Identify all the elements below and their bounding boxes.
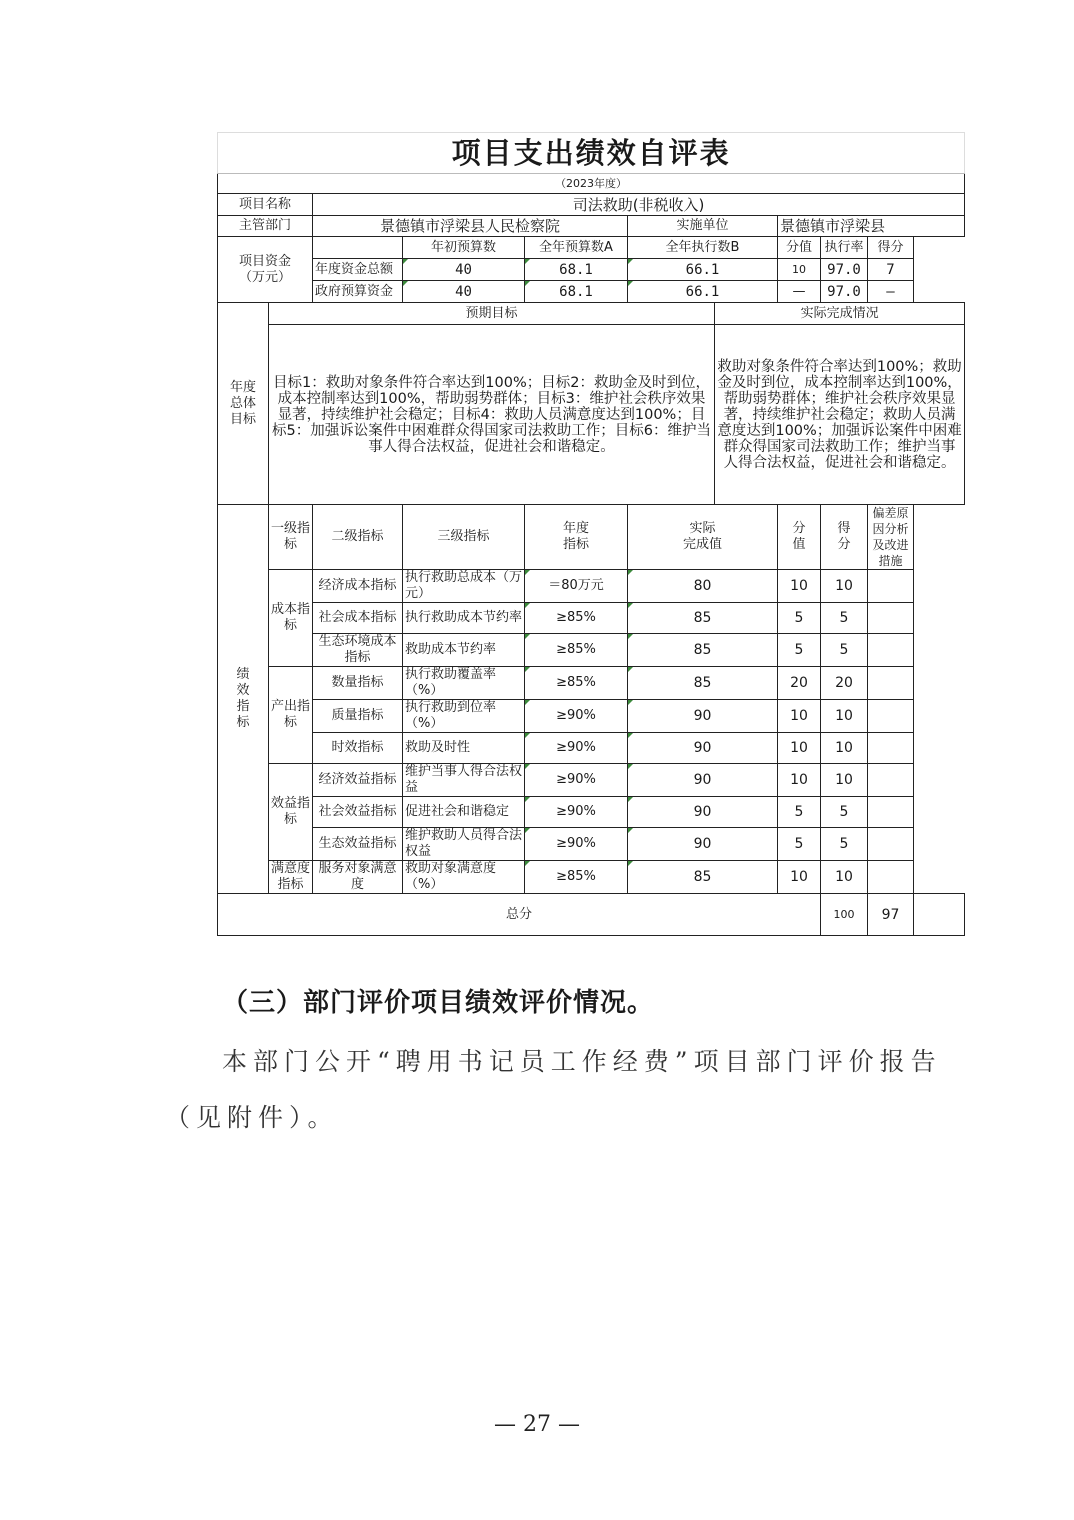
total-blank [914, 894, 965, 936]
perf-level1: 满意度指标 [269, 861, 313, 894]
perf-level2: 经济效益指标 [313, 764, 403, 797]
perf-level3: 执行救助覆盖率（%） [403, 667, 525, 700]
total-score: 97 [868, 894, 914, 936]
annual-goals-label: 年度 总体 目标 [218, 303, 269, 505]
perf-deviation [868, 828, 914, 861]
impl-value: 景德镇市浮梁县 [778, 216, 965, 237]
perf-target: ＝80万元 [525, 570, 628, 603]
perf-level2: 生态环境成本指标 [313, 634, 403, 667]
perf-value: 5 [778, 797, 821, 828]
expected-goals-header: 预期目标 [269, 303, 715, 325]
funds-label: 项目资金 （万元） [218, 237, 313, 303]
perf-target: ≥85% [525, 667, 628, 700]
table-row [218, 194, 965, 216]
perf-level2: 生态效益指标 [313, 828, 403, 861]
perf-target: ≥90% [525, 700, 628, 733]
funds-header-annual: 全年预算数A [525, 237, 628, 259]
funds-row-rate: 97.0 [821, 259, 868, 281]
project-name-label: 项目名称 [218, 194, 313, 216]
perf-deviation [868, 634, 914, 667]
funds-row-score-value: 10 [778, 259, 821, 281]
perf-score: 5 [821, 603, 868, 634]
table-row [218, 667, 965, 700]
performance-indicators-label: 绩 效 指 标 [218, 505, 269, 894]
actual-completion-text: 救助对象条件符合率达到100%；救助金及时到位，成本控制率达到100%，帮助弱势群体；维护社会秩序效果显著，持续维护社会稳定；救助人员满意度达到100%；加强诉讼案件中困难群众得国家司法救助工作；维护当事人得合法权益，促进社会和谐稳定。 [715, 325, 965, 505]
perf-value: 10 [778, 700, 821, 733]
perf-target: ≥90% [525, 733, 628, 764]
perf-value: 5 [778, 603, 821, 634]
perf-level3: 维护救助人员得合法权益 [403, 828, 525, 861]
table-row [218, 237, 965, 259]
perf-level3: 救助及时性 [403, 733, 525, 764]
table-year: （2023年度） [218, 174, 965, 194]
perf-deviation [868, 570, 914, 603]
actual-completion-header: 实际完成情况 [715, 303, 965, 325]
funds-row-score: 7 [868, 259, 914, 281]
perf-value: 10 [778, 733, 821, 764]
perf-actual: 80 [628, 570, 778, 603]
funds-row-executed: 66.1 [628, 259, 778, 281]
perf-level2: 经济成本指标 [313, 570, 403, 603]
table-title: 项目支出绩效自评表 [218, 133, 965, 174]
perf-score: 10 [821, 764, 868, 797]
table-row [218, 894, 965, 936]
table-row [218, 259, 965, 281]
table-row [218, 174, 965, 194]
perf-header-level2: 二级指标 [313, 505, 403, 570]
perf-value: 5 [778, 634, 821, 667]
perf-score: 10 [821, 733, 868, 764]
perf-actual: 90 [628, 700, 778, 733]
performance-table-container [217, 132, 964, 936]
table-row [218, 634, 965, 667]
perf-header-deviation: 偏差原因分析 及改进措施 [868, 505, 914, 570]
perf-level3: 执行救助到位率（%） [403, 700, 525, 733]
perf-actual: 85 [628, 861, 778, 894]
perf-deviation [868, 733, 914, 764]
perf-deviation [868, 667, 914, 700]
perf-deviation [868, 603, 914, 634]
perf-actual: 85 [628, 667, 778, 700]
funds-row-score-value: — [778, 281, 821, 303]
table-row [218, 133, 965, 174]
perf-value: 10 [778, 764, 821, 797]
table-row [218, 325, 965, 505]
funds-row-score: — [868, 281, 914, 303]
funds-row-annual: 68.1 [525, 259, 628, 281]
perf-score: 10 [821, 570, 868, 603]
perf-score: 10 [821, 700, 868, 733]
perf-level1: 产出指标 [269, 667, 313, 764]
perf-actual: 85 [628, 634, 778, 667]
perf-level3: 救助对象满意度（%） [403, 861, 525, 894]
table-row [218, 861, 965, 894]
table-row [218, 303, 965, 325]
perf-target: ≥90% [525, 764, 628, 797]
perf-target: ≥90% [525, 828, 628, 861]
perf-deviation [868, 861, 914, 894]
table-row [218, 764, 965, 797]
table-row [218, 797, 965, 828]
perf-level2: 服务对象满意度 [313, 861, 403, 894]
funds-header-value: 分值 [778, 237, 821, 259]
funds-header-rate: 执行率 [821, 237, 868, 259]
table-row [218, 281, 965, 303]
page-number: — 27 — [494, 1412, 580, 1437]
perf-level2: 质量指标 [313, 700, 403, 733]
perf-score: 10 [821, 861, 868, 894]
funds-row-rate: 97.0 [821, 281, 868, 303]
perf-level3: 促进社会和谐稳定 [403, 797, 525, 828]
perf-score: 5 [821, 828, 868, 861]
body-text-line-2: （见附件）。 [165, 1103, 339, 1132]
perf-actual: 85 [628, 603, 778, 634]
table-row [218, 733, 965, 764]
perf-actual: 90 [628, 764, 778, 797]
body-text-line-1: 本部门公开“聘用书记员工作经费”项目部门评价报告 [222, 1047, 942, 1076]
funds-header-initial: 年初预算数 [403, 237, 525, 259]
perf-level1: 效益指标 [269, 764, 313, 861]
dept-value: 景德镇市浮梁县人民检察院 [313, 216, 628, 237]
perf-level3: 执行救助成本节约率 [403, 603, 525, 634]
perf-score: 5 [821, 797, 868, 828]
perf-value: 10 [778, 570, 821, 603]
section-heading: （三）部门评价项目绩效评价情况。 [222, 988, 655, 1018]
perf-header-value: 分 值 [778, 505, 821, 570]
table-row [218, 828, 965, 861]
funds-row-annual: 68.1 [525, 281, 628, 303]
dept-label: 主管部门 [218, 216, 313, 237]
expected-goals-text: 目标1：救助对象条件符合率达到100%；目标2：救助金及时到位，成本控制率达到100%，帮助弱势群体；目标3：维护社会秩序效果显著，持续维护社会稳定；目标4：救助人员满意度达到100%；目标5：加强诉讼案件中困难群众得国家司法救助工作；目标6：维护当事人得合法权益，促进社会和谐稳定。 [269, 325, 715, 505]
perf-header-score: 得 分 [821, 505, 868, 570]
table-row [218, 700, 965, 733]
perf-actual: 90 [628, 797, 778, 828]
funds-row-initial: 40 [403, 281, 525, 303]
perf-header-target: 年度 指标 [525, 505, 628, 570]
perf-header-level1: 一级指标 [269, 505, 313, 570]
perf-target: ≥85% [525, 634, 628, 667]
perf-deviation [868, 797, 914, 828]
total-label: 总分 [218, 894, 821, 936]
perf-level3: 执行救助总成本（万元） [403, 570, 525, 603]
impl-label: 实施单位 [628, 216, 778, 237]
table-row [218, 603, 965, 634]
perf-actual: 90 [628, 733, 778, 764]
perf-deviation [868, 700, 914, 733]
perf-score: 20 [821, 667, 868, 700]
table-row [218, 570, 965, 603]
perf-value: 20 [778, 667, 821, 700]
project-name-value: 司法救助(非税收入) [313, 194, 965, 216]
table-row [218, 216, 965, 237]
perf-target: ≥85% [525, 603, 628, 634]
perf-value: 10 [778, 861, 821, 894]
funds-row-label: 政府预算资金 [313, 281, 403, 303]
perf-level2: 数量指标 [313, 667, 403, 700]
funds-row-executed: 66.1 [628, 281, 778, 303]
perf-level2: 社会效益指标 [313, 797, 403, 828]
funds-row-label: 年度资金总额 [313, 259, 403, 281]
funds-header-score: 得分 [868, 237, 914, 259]
total-value: 100 [821, 894, 868, 936]
perf-actual: 90 [628, 828, 778, 861]
perf-header-level3: 三级指标 [403, 505, 525, 570]
funds-row-initial: 40 [403, 259, 525, 281]
perf-deviation [868, 764, 914, 797]
perf-header-actual: 实际 完成值 [628, 505, 778, 570]
funds-header-executed: 全年执行数B [628, 237, 778, 259]
perf-level2: 时效指标 [313, 733, 403, 764]
perf-level3: 救助成本节约率 [403, 634, 525, 667]
performance-self-evaluation-table [217, 132, 965, 936]
perf-level3: 维护当事人得合法权益 [403, 764, 525, 797]
table-row [218, 505, 965, 570]
perf-level1: 成本指标 [269, 570, 313, 667]
perf-score: 5 [821, 634, 868, 667]
perf-target: ≥90% [525, 797, 628, 828]
funds-header-blank [313, 237, 403, 259]
perf-value: 5 [778, 828, 821, 861]
perf-level2: 社会成本指标 [313, 603, 403, 634]
perf-target: ≥85% [525, 861, 628, 894]
